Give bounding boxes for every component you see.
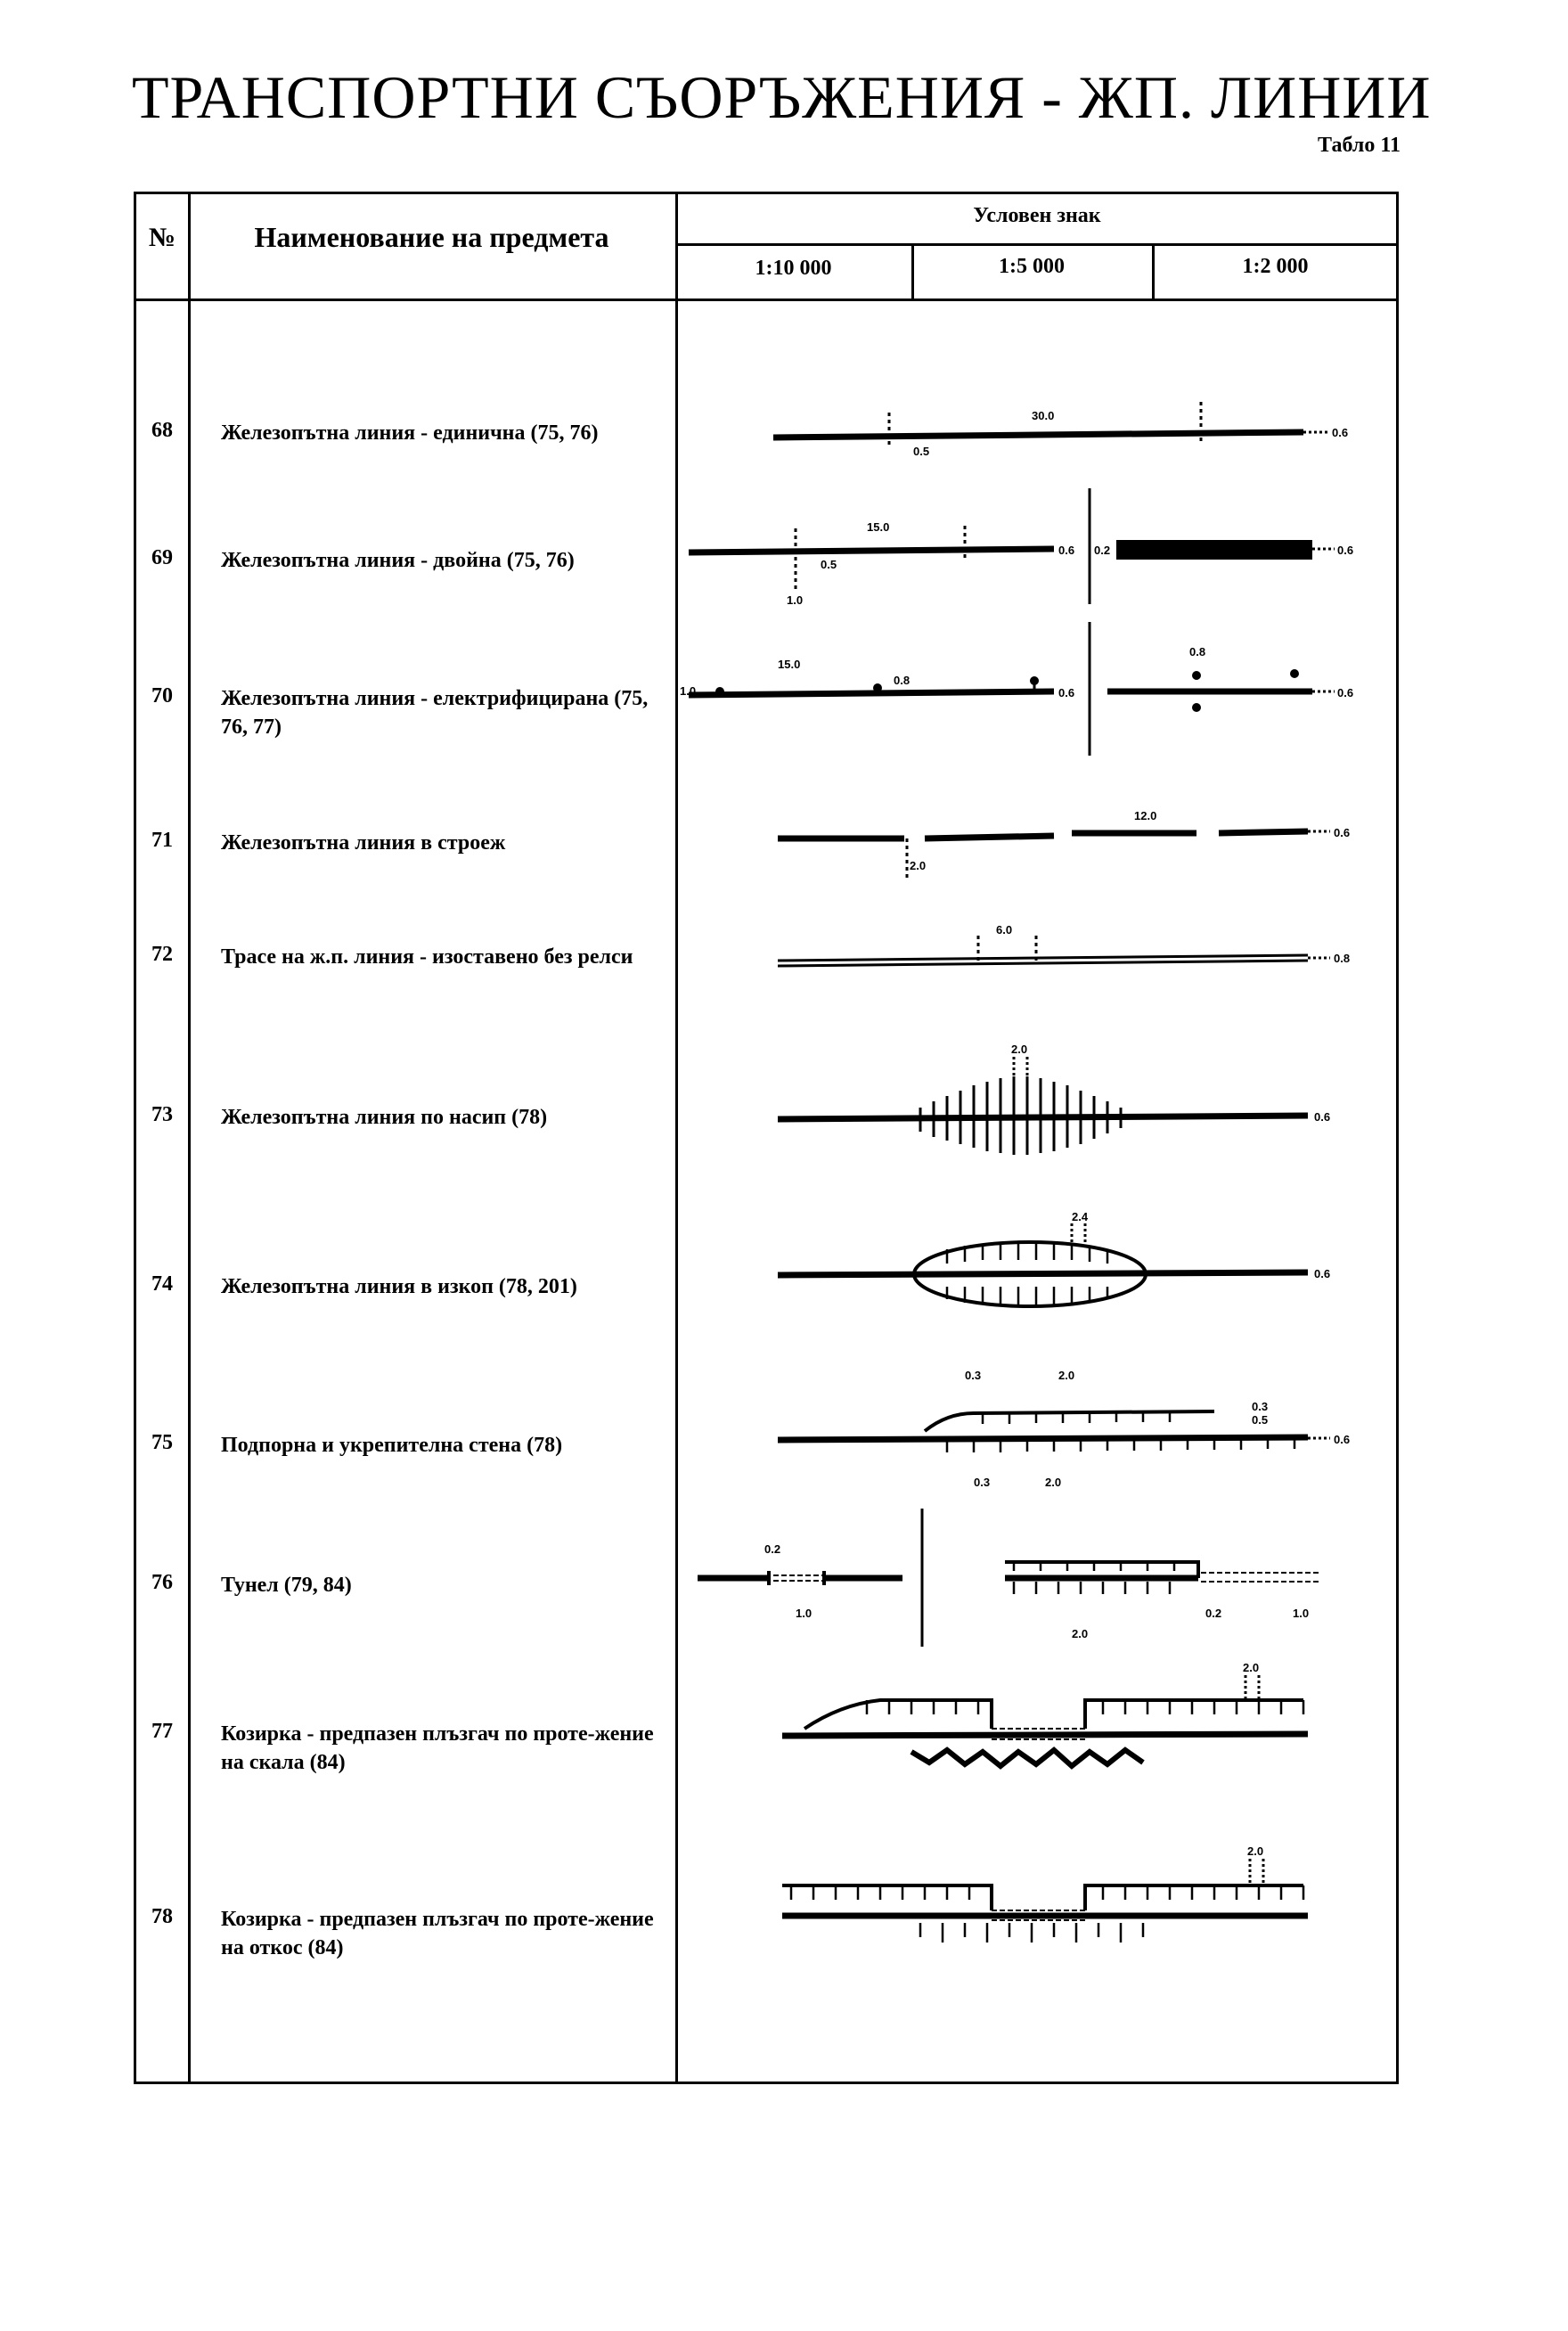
row-number: 70 — [151, 684, 173, 707]
row-number: 74 — [151, 1272, 173, 1296]
dimension-label: 2.0 — [1011, 1043, 1028, 1056]
dimension-label: 0.6 — [1332, 426, 1349, 439]
column-header-name: Наименование на предмета — [254, 221, 609, 253]
dimension-label: 0.2 — [1205, 1607, 1222, 1620]
symbols-table — [134, 192, 1399, 2084]
symbol-canopy-along-slope — [680, 1834, 1401, 1994]
row-number: 72 — [151, 943, 173, 966]
dimension-label: 1.0 — [680, 684, 697, 698]
dimension-label: 0.2 — [764, 1542, 781, 1556]
dimension-label: 30.0 — [1032, 409, 1055, 422]
dimension-label: 1.0 — [787, 593, 804, 604]
column-header-number: № — [148, 223, 176, 252]
symbol-canopy-along-rock — [680, 1656, 1401, 1807]
dimension-label: 2.4 — [1072, 1210, 1089, 1223]
dimension-label: 2.0 — [910, 859, 927, 872]
scale-header: 1:5 000 — [999, 255, 1065, 278]
dimension-label: 2.0 — [1247, 1844, 1264, 1858]
symbol-abandoned-railway-track — [680, 916, 1401, 996]
row-name: Трасе на ж.п. линия - изоставено без релси — [221, 945, 633, 969]
dimension-label: 0.6 — [1337, 544, 1354, 557]
dimension-label: 0.6 — [1334, 826, 1351, 839]
row-name: Козирка - предпазен плъзгач по проте-жение на откос (84) — [221, 1908, 654, 1959]
symbol-railway-on-embankment — [680, 1032, 1401, 1166]
dimension-label: 15.0 — [867, 520, 890, 534]
row-number: 73 — [151, 1103, 173, 1126]
row-name: Железопътна линия - единична (75, 76) — [221, 421, 599, 445]
dimension-label: 0.6 — [1058, 686, 1075, 699]
row-number: 75 — [151, 1431, 173, 1454]
dimension-label: 0.6 — [1314, 1267, 1331, 1280]
scale-header: 1:2 000 — [1242, 255, 1309, 278]
dimension-label: 0.5 — [913, 445, 930, 458]
page-title: ТРАНСПОРТНИ СЪОРЪЖЕНИЯ - ЖП. ЛИНИИ — [132, 63, 1432, 131]
row-name: Железопътна линия по насип (78) — [221, 1106, 548, 1129]
row-number: 76 — [151, 1571, 173, 1594]
dimension-label: 15.0 — [778, 658, 801, 671]
dimension-label: 0.8 — [1189, 645, 1206, 658]
column-header-sign: Условен знак — [973, 204, 1101, 227]
dimension-label: 0.3 — [965, 1369, 982, 1382]
symbol-tunnel — [680, 1500, 1401, 1651]
dimension-label: 0.8 — [1334, 952, 1351, 965]
scale-header: 1:10 000 — [755, 257, 832, 280]
symbol-double-railway — [680, 488, 1401, 604]
dimension-label: 0.6 — [1314, 1110, 1331, 1124]
row-name: Железопътна линия в изкоп (78, 201) — [221, 1275, 577, 1298]
dimension-label: 1.0 — [1293, 1607, 1310, 1620]
dimension-label: 0.3 — [974, 1476, 991, 1489]
symbol-electrified-railway — [680, 622, 1401, 756]
row-name: Железопътна линия в строеж — [221, 831, 506, 855]
dimension-label: 12.0 — [1134, 809, 1157, 822]
symbol-railway-under-construction — [680, 791, 1401, 889]
dimension-label: 0.5 — [1252, 1413, 1269, 1427]
dimension-label: 0.2 — [1094, 544, 1111, 557]
row-number: 69 — [151, 546, 173, 569]
dimension-label: 2.0 — [1072, 1627, 1089, 1640]
dimension-label: 2.0 — [1045, 1476, 1062, 1489]
row-number: 68 — [151, 419, 173, 442]
symbol-railway-in-cutting — [680, 1201, 1401, 1335]
dimension-label: 0.5 — [821, 558, 837, 571]
row-number: 78 — [151, 1905, 173, 1928]
row-name: Козирка - предпазен плъзгач по проте-жение на скала (84) — [221, 1722, 654, 1774]
column-divider — [188, 194, 191, 2082]
symbol-retaining-wall — [680, 1353, 1401, 1495]
symbol-single-railway — [680, 386, 1401, 466]
row-name: Тунел (79, 84) — [221, 1574, 352, 1597]
row-name: Железопътна линия - електрифицирана (75, 76, 77) — [221, 687, 649, 739]
column-divider — [675, 194, 678, 2082]
row-name: Железопътна линия - двойна (75, 76) — [221, 549, 575, 572]
dimension-label: 0.8 — [894, 674, 911, 687]
dimension-label: 6.0 — [996, 923, 1013, 936]
dimension-label: 0.6 — [1337, 686, 1354, 699]
row-number: 71 — [151, 829, 173, 852]
table-reference: Табло 11 — [1318, 134, 1401, 157]
row-number: 77 — [151, 1720, 173, 1743]
dimension-label: 1.0 — [796, 1607, 813, 1620]
header-divider — [136, 299, 1396, 301]
dimension-label: 2.0 — [1243, 1661, 1260, 1674]
sign-header-divider — [675, 243, 1396, 246]
dimension-label: 0.6 — [1058, 544, 1075, 557]
dimension-label: 2.0 — [1058, 1369, 1075, 1382]
dimension-label: 0.6 — [1334, 1433, 1351, 1446]
dimension-label: 0.3 — [1252, 1400, 1269, 1413]
row-name: Подпорна и укрепителна стена (78) — [221, 1434, 563, 1457]
